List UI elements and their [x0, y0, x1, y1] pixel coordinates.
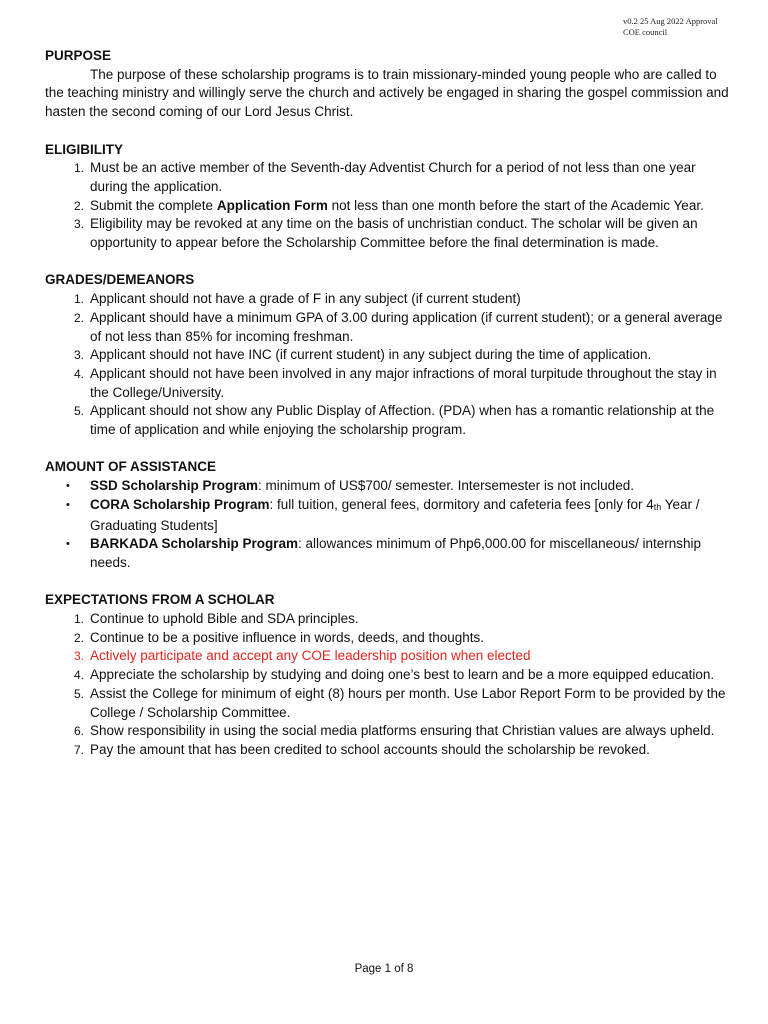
assistance-list [45, 477, 735, 573]
version-note-line-1: v0.2 25 Aug 2022 Approval [623, 16, 718, 26]
item-text: Continue to uphold Bible and SDA principles. [90, 611, 359, 627]
assistance-item [45, 477, 735, 496]
item-number: 1. [73, 292, 84, 307]
version-note-line-2: COE council [623, 27, 668, 37]
page-number: Page 1 of 8 [354, 963, 414, 975]
bullet-icon: • [66, 538, 70, 551]
grades-list [45, 290, 735, 440]
expectations-section [45, 591, 735, 759]
expectation-item [45, 741, 735, 760]
program-name: SSD Scholarship Program [90, 478, 259, 494]
item-text: Pay the amount that has been credited to school accounts should the scholarship be revoked. [90, 741, 650, 757]
expectation-item-highlighted [45, 647, 735, 666]
assistance-section [45, 458, 735, 572]
item-number: 3. [73, 649, 84, 664]
item-number: 5. [73, 686, 84, 701]
purpose-section [45, 47, 735, 122]
item-number: 2. [73, 630, 84, 645]
bullet-icon: • [66, 480, 70, 493]
expectations-heading: EXPECTATIONS FROM A SCHOLAR [45, 592, 275, 608]
item-number: 6. [73, 724, 84, 739]
program-details-cont: Year / Graduating Students] [90, 496, 700, 533]
purpose-paragraph: The purpose of these scholarship programs is to train missionary-minded young people who are called to the teaching ministry and willingly serve the church and actively be engaged in sharing the gospel commission and hasten the second coming of our Lord Jesus Christ. [45, 66, 729, 120]
item-number: 3. [73, 348, 84, 363]
item-number: 2. [73, 310, 84, 325]
grades-item [45, 290, 735, 309]
purpose-heading: PURPOSE [45, 48, 112, 63]
grades-heading: GRADES/DEMEANORS [45, 272, 195, 288]
bullet-icon: • [66, 498, 70, 511]
assistance-heading: AMOUNT OF ASSISTANCE [45, 459, 216, 475]
expectation-item [45, 629, 735, 648]
item-text: Actively participate and accept any COE leadership position when elected [90, 648, 531, 664]
program-details: : allowances minimum of Php6,000.00 for miscellaneous/ internship needs. [90, 536, 701, 570]
item-number: 5. [73, 404, 84, 419]
grades-item [45, 309, 735, 346]
item-text: Assist the College for minimum of eight (8) hours per month. Use Labor Report Form to be provided by the College / Scholarship Committee. [90, 685, 726, 720]
item-number: 2. [73, 198, 84, 213]
version-note [623, 16, 753, 38]
item-text: Applicant should not show any Public Display of Affection. (PDA) when has a romantic relationship at the time of application and while enjoying the scholarship program. [90, 403, 715, 438]
eligibility-heading: ELIGIBILITY [45, 141, 124, 157]
expectation-item [45, 722, 735, 741]
grades-item [45, 365, 735, 402]
assistance-item [45, 496, 735, 535]
program-details: : minimum of US$700/ semester. Intersemester is not included. [258, 478, 634, 494]
assistance-item [45, 535, 735, 572]
item-text: Applicant should not have been involved in any major infractions of moral turpitude throughout the stay in the College/University. [90, 365, 717, 400]
expectation-item [45, 666, 735, 685]
item-number: 4. [73, 668, 84, 683]
document-body [45, 47, 735, 778]
item-text: Continue to be a positive influence in words, deeds, and thoughts. [90, 629, 485, 645]
eligibility-list [45, 159, 735, 253]
grades-item [45, 346, 735, 365]
eligibility-item [45, 159, 735, 196]
grades-item [45, 402, 735, 439]
item-text-post: not less than one month before the start of the Academic Year. [327, 197, 704, 213]
item-text: Must be an active member of the Seventh-day Adventist Church for a period of not less than one year during the application. [90, 160, 696, 194]
item-number: 1. [73, 612, 84, 627]
eligibility-section [45, 141, 735, 253]
program-details: : full tuition, general fees, dormitory and cafeteria fees [only for 4 [269, 496, 654, 512]
item-text: Applicant should not have INC (if current student) in any subject during the time of application. [90, 347, 652, 363]
item-text: Appreciate the scholarship by studying and doing one’s best to learn and be a more equipped education. [90, 667, 715, 683]
program-name: BARKADA Scholarship Program [90, 536, 299, 552]
item-text-pre: Submit the complete [90, 197, 217, 213]
item-text: Show responsibility in using the social media platforms ensuring that Christian values are always upheld. [90, 723, 715, 739]
expectations-list [45, 610, 735, 760]
eligibility-item [45, 197, 735, 216]
expectation-item [45, 685, 735, 722]
item-text: Eligibility may be revoked at any time on the basis of unchristian conduct. The scholar will be given an opportunity to appear before the Scholarship Committee before the final determination is made. [90, 216, 698, 251]
item-number: 1. [73, 161, 84, 176]
eligibility-item [45, 215, 735, 252]
item-text: Applicant should have a minimum GPA of 3.00 during application (if current student); or a general average of not less than 85% for incoming freshman. [90, 309, 723, 344]
item-text: Applicant should not have a grade of F in any subject (if current student) [90, 291, 521, 307]
grades-section [45, 271, 735, 439]
ordinal-suffix: th [653, 501, 662, 512]
item-number: 7. [73, 742, 84, 757]
item-number: 3. [73, 217, 84, 232]
expectation-item [45, 610, 735, 629]
application-form-term: Application Form [216, 197, 328, 213]
program-name: CORA Scholarship Program [90, 496, 270, 512]
item-number: 4. [73, 366, 84, 381]
